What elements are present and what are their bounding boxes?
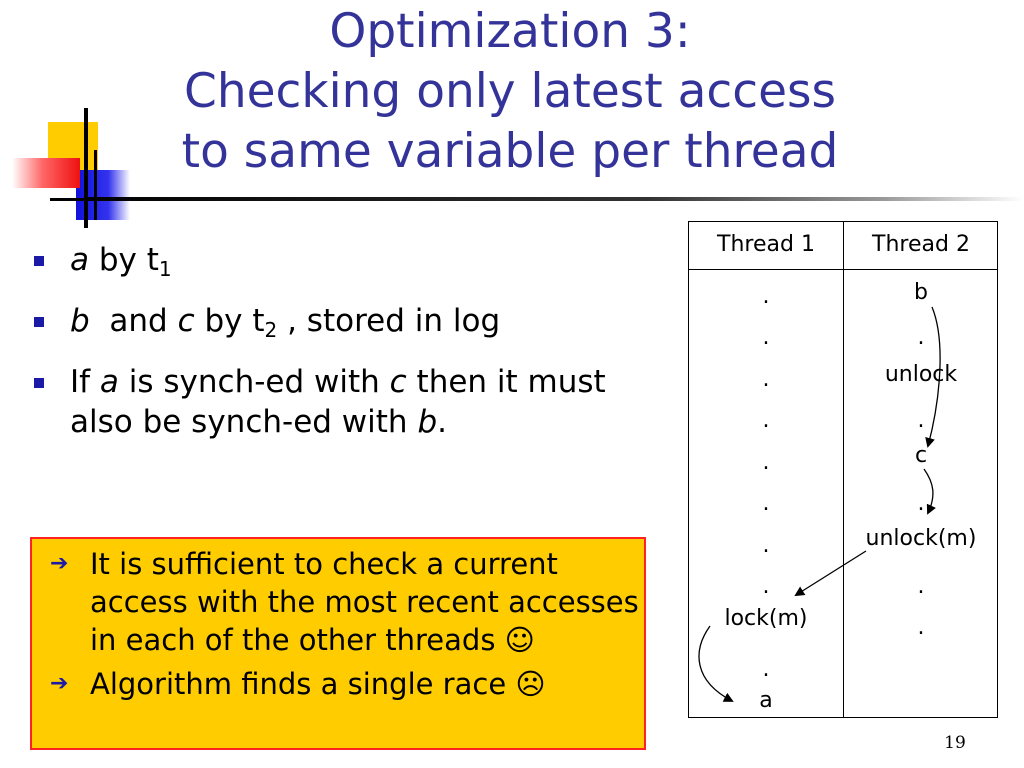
arrow-b-to-c xyxy=(928,307,940,446)
var-c: c xyxy=(177,303,195,339)
t1-row: . xyxy=(762,533,770,558)
bullet-text: by t xyxy=(194,303,265,339)
title-line-3: to same variable per thread xyxy=(181,124,839,179)
logo-vertical-line-2 xyxy=(94,150,97,220)
page-number: 19 xyxy=(944,733,966,753)
callout-item-1 xyxy=(32,545,644,659)
var-c: c xyxy=(389,364,407,400)
arrow-lock-m-to-a xyxy=(699,626,732,701)
arrow-c-to-unlock-m xyxy=(924,469,933,513)
var-a: a xyxy=(70,242,89,278)
subscript: 2 xyxy=(264,318,278,342)
t1-lock-m: lock(m) xyxy=(724,606,808,631)
square-bullet-icon xyxy=(34,378,44,388)
t1-row: . xyxy=(762,367,770,392)
t2-access-b: b xyxy=(914,280,928,305)
var-b: b xyxy=(417,404,438,440)
arrow-unlock-m-to-lock-m xyxy=(796,551,866,595)
slide-title xyxy=(100,2,920,182)
t1-row: . xyxy=(762,574,770,599)
square-bullet-icon xyxy=(34,256,44,266)
bullet-item-1 xyxy=(30,240,670,289)
t2-row: . xyxy=(917,408,925,433)
conclusion-box xyxy=(30,537,646,750)
title-line-2: Checking only latest access xyxy=(184,64,836,119)
t1-row: . xyxy=(762,450,770,475)
t1-row: . xyxy=(762,284,770,309)
t2-row: . xyxy=(917,491,925,516)
arrow-bullet-icon: ➔ xyxy=(50,671,69,696)
t2-row: . xyxy=(917,325,925,350)
t2-row: . xyxy=(917,574,925,599)
t1-row: . xyxy=(762,408,770,433)
t2-access-c: c xyxy=(914,443,928,468)
t1-access-a: a xyxy=(759,688,773,713)
callout-text: It is sufficient to check a current access with the most recent accesses in each of the other threads ☺ xyxy=(90,547,639,657)
bullet-text: is synch-ed with xyxy=(118,364,390,400)
t1-row: . xyxy=(762,325,770,350)
callout-text: Algorithm finds a single race ☹ xyxy=(90,667,546,701)
bullet-list xyxy=(30,240,670,454)
var-a: a xyxy=(99,364,119,400)
t2-unlock-m: unlock(m) xyxy=(865,526,977,551)
t1-row: . xyxy=(762,657,770,682)
square-bullet-icon xyxy=(34,317,44,327)
bullet-text: , stored in log xyxy=(277,303,501,339)
logo-red-square xyxy=(12,158,80,188)
bullet-text: by t xyxy=(89,242,159,278)
bullet-text: . xyxy=(437,404,447,440)
t2-row: . xyxy=(917,615,925,640)
bullet-item-2 xyxy=(30,301,670,350)
t2-unlock: unlock xyxy=(884,362,958,387)
callout-item-2 xyxy=(32,665,644,703)
title-line-1: Optimization 3: xyxy=(329,4,691,59)
arrow-bullet-icon: ➔ xyxy=(50,551,69,576)
bullet-text: and xyxy=(89,303,178,339)
t1-row: . xyxy=(762,491,770,516)
happens-before-arrows xyxy=(688,221,998,718)
header-thread-2: Thread 2 xyxy=(872,232,970,257)
header-thread-1: Thread 1 xyxy=(717,232,815,257)
bullet-item-3 xyxy=(30,362,670,442)
bullet-text: then it must also be synch-ed with xyxy=(70,364,606,440)
title-divider xyxy=(86,197,1024,201)
bullet-text: If xyxy=(70,364,100,400)
logo-vertical-line xyxy=(84,108,88,228)
var-b: b xyxy=(70,303,90,339)
subscript: 1 xyxy=(158,257,172,281)
